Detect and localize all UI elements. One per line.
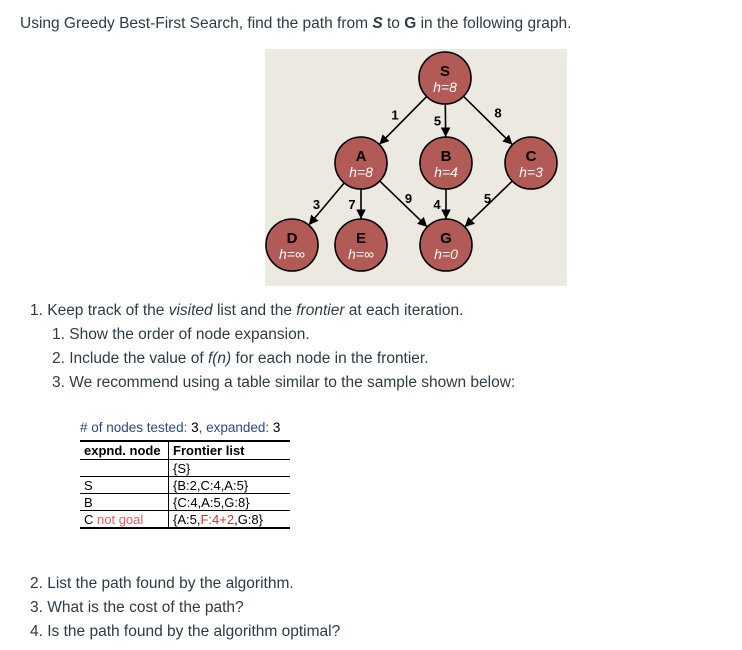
table-header — [80, 441, 290, 460]
node-heuristic: h=3 — [519, 164, 543, 180]
node-heuristic: h=8 — [349, 164, 373, 180]
edge-weight: 8 — [494, 105, 502, 121]
node-heuristic: h=0 — [434, 246, 458, 262]
node-label: G — [440, 230, 452, 247]
node-label: S — [439, 63, 451, 80]
node-E — [335, 219, 387, 271]
node-label: C — [525, 148, 537, 165]
graph-figure — [265, 49, 567, 286]
edge-weight: 4 — [433, 197, 441, 212]
edge-weight: 7 — [348, 197, 356, 212]
q-prefix: Using Greedy Best-First Search, find the path from — [20, 15, 373, 32]
table-caption: # of nodes tested: 3, expanded: 3 — [80, 420, 281, 435]
table-row: S {B:2,C:4,A:5} — [80, 477, 290, 494]
node-heuristic: h=∞ — [348, 246, 374, 262]
edge-A-G — [380, 181, 428, 227]
table-row: C not goal {A:5,F:4+2,G:8} — [80, 511, 290, 529]
q-suffix: in the following graph. — [416, 15, 572, 32]
node-label: A — [355, 148, 367, 165]
q-mid: to — [382, 15, 405, 32]
table-row: B {C:4,A:5,G:8} — [80, 494, 290, 511]
edge-S-C — [463, 96, 512, 144]
graph-svg — [265, 49, 567, 286]
edge-weight: 9 — [404, 191, 413, 206]
node-label: B — [440, 148, 452, 165]
q-goal: G — [404, 15, 417, 32]
node-S — [419, 52, 471, 104]
edge-weight: 3 — [312, 197, 321, 212]
q-start: S — [372, 15, 383, 32]
list2-item4: 4. Is the path found by the algorithm optimal? — [30, 623, 341, 640]
node-heuristic: h=8 — [433, 79, 457, 95]
node-label: D — [286, 230, 298, 247]
edge-weight: 5 — [483, 191, 492, 206]
node-label: E — [355, 230, 367, 247]
header-node: expnd. node — [80, 441, 169, 460]
sample-table — [80, 420, 290, 529]
edge-weight: 1 — [391, 107, 399, 123]
node-heuristic: h=∞ — [279, 246, 305, 262]
list1-item1: 1. Keep track of the visited list and the frontier at each iteration. — [30, 302, 464, 319]
node-A — [335, 137, 387, 189]
list1-sub1: 1. Show the order of node expansion. — [52, 326, 310, 343]
node-C — [505, 137, 557, 189]
header-frontier: Frontier list — [169, 441, 291, 460]
table-row: {S} — [80, 460, 290, 477]
edge-S-A — [379, 96, 426, 144]
list1-sub3: 3. We recommend using a table similar to the sample shown below: — [52, 374, 516, 391]
list2-item3: 3. What is the cost of the path? — [30, 599, 244, 616]
edge-weight: 5 — [433, 113, 442, 129]
question-text — [20, 15, 571, 33]
node-D — [266, 219, 318, 271]
list1-sub2: 2. Include the value of f(n) for each node in the frontier. — [52, 350, 429, 367]
node-B — [420, 137, 472, 189]
list2-item2: 2. List the path found by the algorithm. — [30, 575, 294, 592]
node-heuristic: h=4 — [434, 164, 458, 180]
node-G — [420, 219, 472, 271]
